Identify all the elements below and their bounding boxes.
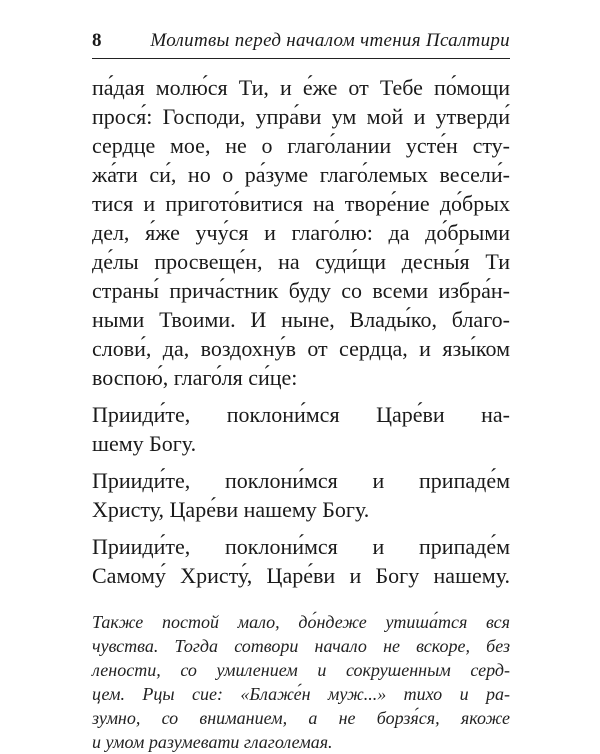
text-line: прося́: Господи, упра́ви ум мой и утверди́ <box>92 104 510 129</box>
prayer-text <box>92 73 510 590</box>
invocation-line: Самому́ Христу́, Царе́ви и Богу нашему. <box>92 563 510 588</box>
text-line: воспою́, глаго́ля си́це: <box>92 365 298 390</box>
text-line: дел, я́же учу́ся и глаго́лю: да до́брыми <box>92 220 510 245</box>
rubric-line: цем. Рцы сие: «Блаже́н муж...» тихо и ра- <box>92 684 510 704</box>
invocation-2 <box>92 466 510 524</box>
invocation-line: шему Богу. <box>92 431 197 456</box>
invocation-line: Прииди́те, поклони́мся Царе́ви на- <box>92 402 510 427</box>
rubric-instruction <box>92 610 510 754</box>
text-line: жа́ти си́, но о ра́зуме глаго́лемых весели́- <box>92 162 510 187</box>
book-page <box>92 28 510 754</box>
invocation-line: Христу, Царе́ви нашему Богу. <box>92 497 370 522</box>
invocation-1 <box>92 400 510 458</box>
running-title: Молитвы перед началом чтения Псалтири <box>150 30 510 51</box>
page-number: 8 <box>92 30 102 51</box>
text-line: слови́, да, воздохну́в от сердца, и язы́ком <box>92 336 510 361</box>
text-line: сердце мое, не о глаго́лании усте́н сту- <box>92 133 510 158</box>
rubric-line: чувства. Тогда сотвори начало не вскоре, без <box>92 636 510 656</box>
text-line: па́дая молю́ся Ти, и е́же от Тебе по́мощи <box>92 75 510 100</box>
text-line: страны́ прича́стник буду со всеми избра́н- <box>92 278 510 303</box>
invocation-line: Прииди́те, поклони́мся и припаде́м <box>92 468 510 493</box>
text-line: ными Твоими. И ныне, Влады́ко, благо- <box>92 307 510 332</box>
invocation-line: Прииди́те, поклони́мся и припаде́м <box>92 534 510 559</box>
rubric-line: зумно, со вниманием, а не борзя́ся, якоже <box>92 708 510 728</box>
rubric-line: Также постой мало, до́ндеже утиша́тся вся <box>92 612 510 632</box>
rubric-line: и умом разумевати глаголемая. <box>92 732 333 752</box>
rubric-line: лености, со умилением и сокрушенным серд- <box>92 660 510 680</box>
text-line: тися и пригото́витися на творе́ние до́брых <box>92 191 510 216</box>
text-line: де́лы просвеще́н, на суди́щи десны́я Ти <box>92 249 510 274</box>
invocation-3 <box>92 532 510 590</box>
page-header <box>92 28 510 59</box>
